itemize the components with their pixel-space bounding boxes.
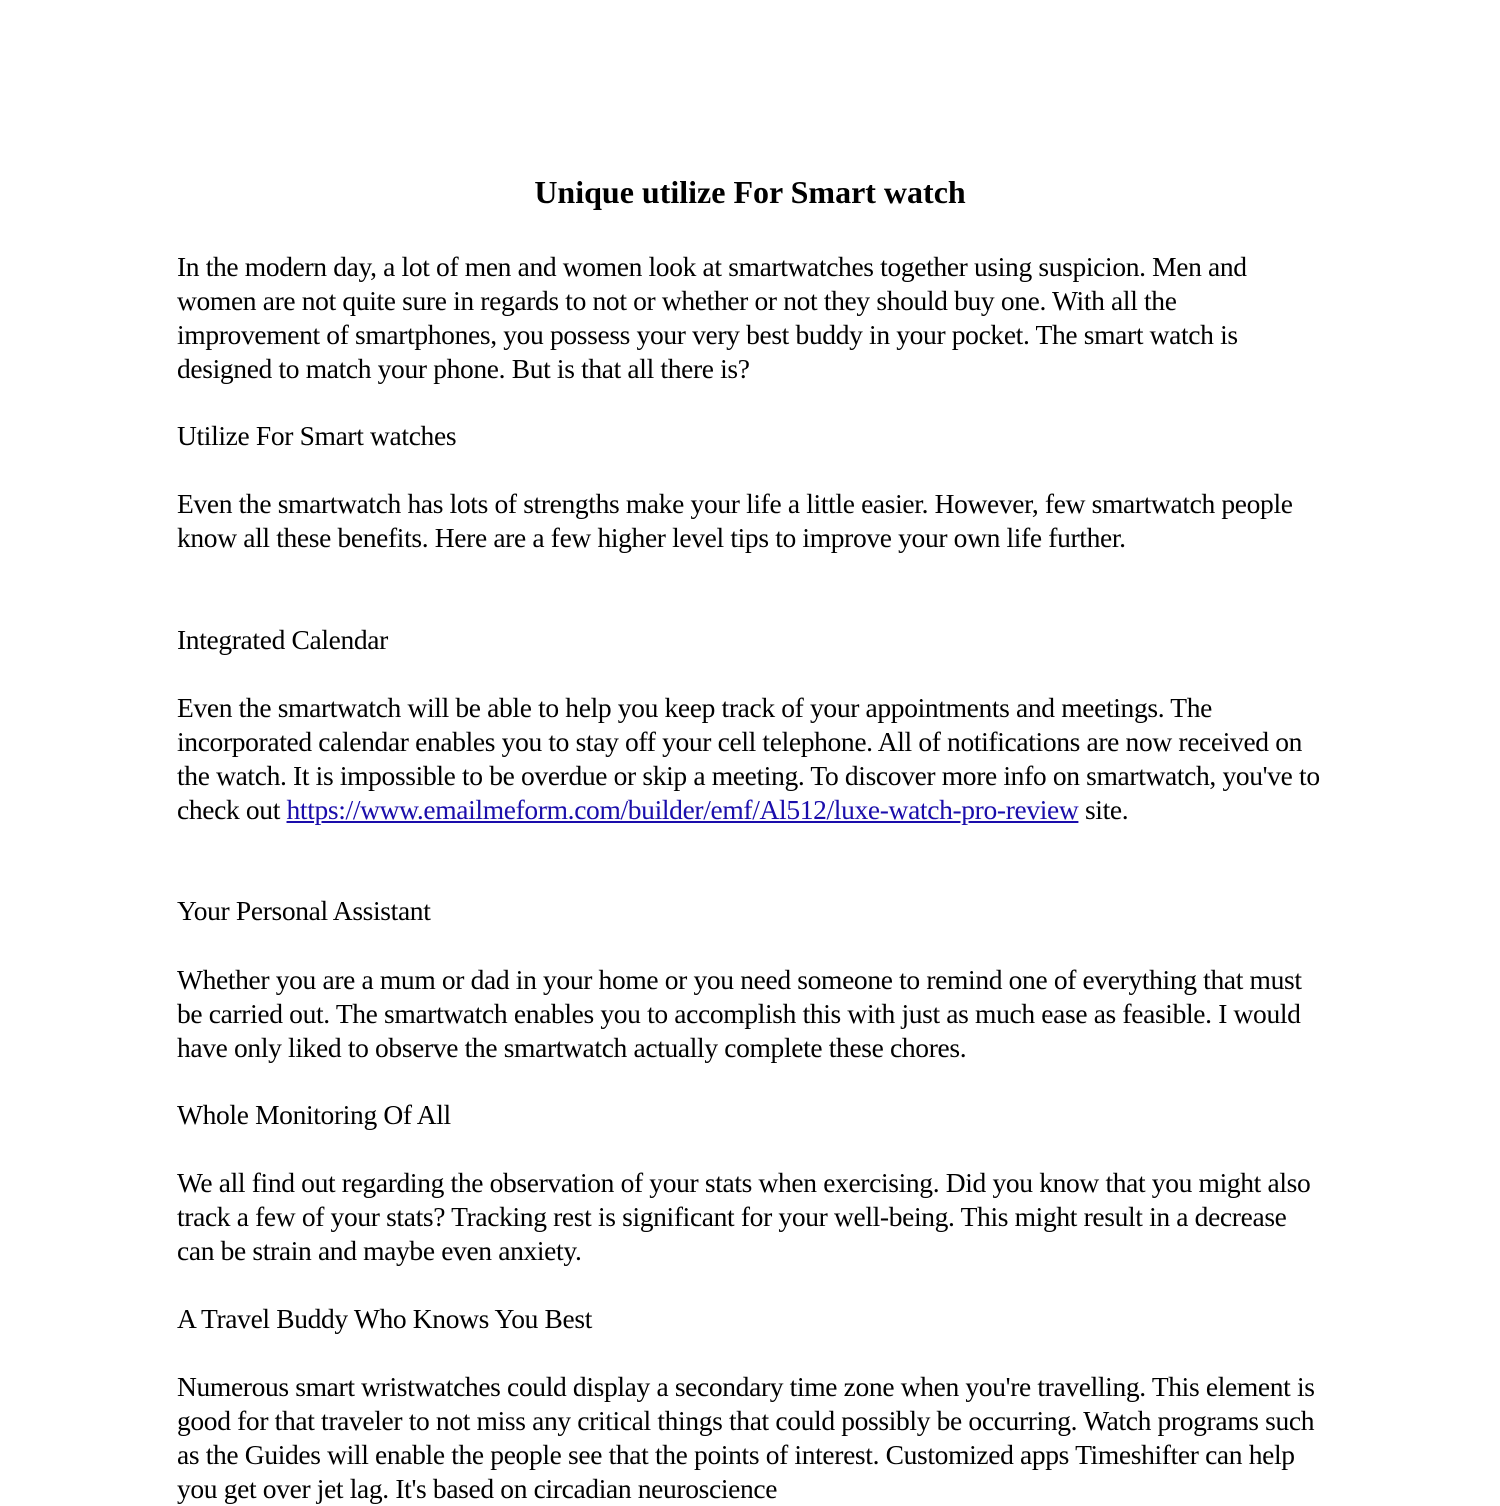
section-heading-utilize: Utilize For Smart watches xyxy=(177,420,457,451)
calendar-paragraph-text: Even the smartwatch will be able to help you keep track of your appointments and meetings. The incorporated calendar enables you to stay off your cell telephone. All of notifications are now received on the watch. It is impossible to be overdue or skip a meeting. To discover more info on smartwatch, you've to check out xyxy=(177,692,1320,825)
monitoring-paragraph: We all find out regarding the observation of your stats when exercising. Did you know that you might also track a few of your stats? Tracking rest is significant for your well-being. This might result in a decrease can be strain and maybe even anxiety. xyxy=(177,1167,1311,1266)
section-heading-monitoring: Whole Monitoring Of All xyxy=(177,1099,451,1130)
section-heading-assistant: Your Personal Assistant xyxy=(177,895,431,926)
calendar-paragraph-tail: site. xyxy=(1078,794,1129,825)
assistant-paragraph: Whether you are a mum or dad in your home or you need someone to remind one of everything that must be carried out. The smartwatch enables you to accomplish this with just as much ease as feasible. I would have only liked to observe the smartwatch actually complete these chores. xyxy=(177,964,1302,1063)
section-heading-calendar: Integrated Calendar xyxy=(177,624,388,655)
document-title: Unique utilize For Smart watch xyxy=(534,174,966,210)
travel-paragraph: Numerous smart wristwatches could display a secondary time zone when you're travelling. This element is good for that traveler to not miss any critical things that could possibly be occurring. Watch programs such as the Guides will enable the people see that the points of interest. Customized apps Timeshifter can help you get over jet lag. It's based on circadian neuroscience xyxy=(177,1371,1315,1504)
section-heading-travel: A Travel Buddy Who Knows You Best xyxy=(177,1303,593,1334)
review-site-link[interactable]: https://www.emailmeform.com/builder/emf/Al512/luxe-watch-pro-review xyxy=(286,794,1079,825)
utilize-paragraph: Even the smartwatch has lots of strengths make your life a little easier. However, few smartwatch people know all these benefits. Here are a few higher level tips to improve your own life further. xyxy=(177,488,1293,553)
intro-paragraph: In the modern day, a lot of men and women look at smartwatches together using suspicion. Men and women are not quite sure in regards to not or whether or not they should buy one. With all the improvement of smartphones, you possess your very best buddy in your pocket. The smart watch is designed to match your phone. But is that all there is? xyxy=(177,251,1247,384)
calendar-paragraph xyxy=(177,691,1323,827)
